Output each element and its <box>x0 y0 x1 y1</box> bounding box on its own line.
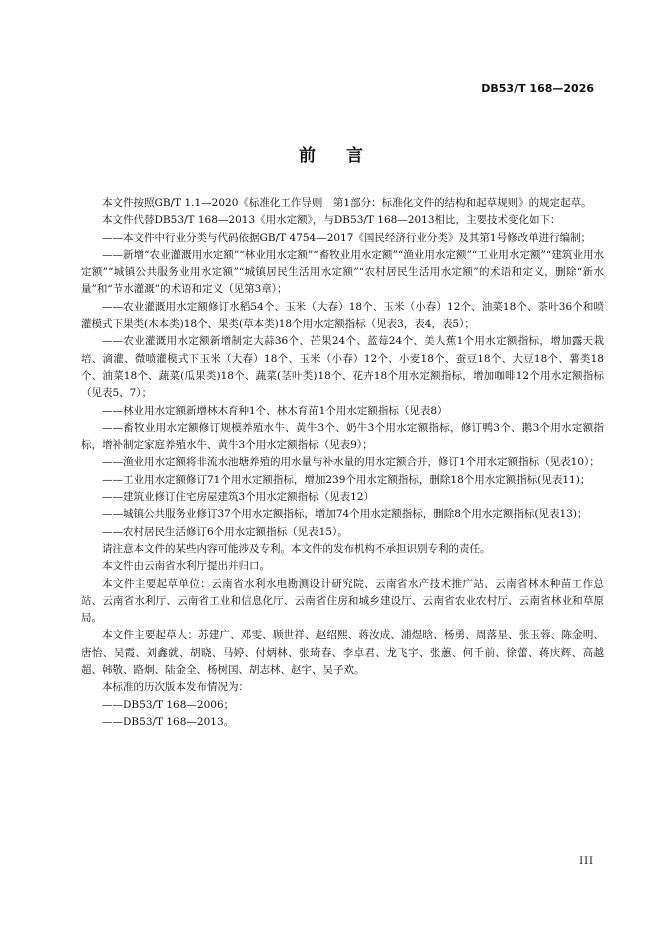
version-history-heading: 本标准的历次版本发布情况为： <box>102 681 249 694</box>
drafters: 本文件主要起草人：苏建广、邓雯、顾世祥、赵绍熙、蒋汝成、浦煜晗、杨勇、周落星、张玉蓉、陈金明、唐怡、吴霞、刘鑫就、胡晓、马婷、付炳林、张琦春、李卓君、龙飞宇、张蕙、何千前、徐蕾、蒋庆辉、高越超、韩敬、路炯、陆金全、杨树国、胡志林、赵宇、吴子欢。 <box>81 629 604 677</box>
preface-paragraph: 本文件代替DB53/T 168—2013《用水定额》，与DB53/T 168—2013相比，主要技术变化如下： <box>102 214 561 227</box>
change-item: ——畜牧业用水定额修订规模养殖水牛、黄牛3个、奶牛3个用水定额指标，修订鸭3个、鹅3个用水定额指标，增补制定家庭养殖水牛、黄牛3个用水定额指标（见表9）； <box>81 421 604 452</box>
change-item: ——新增“农业灌溉用水定额”“林业用水定额”“畜牧业用水定额”“渔业用水定额”“工业用水定额”“建筑业用水定额”“城镇公共服务业用水定额”“城镇居民生活用水定额”“农村居民生活用水定额”的术语和定义，删除“新水量”和“节水灌溉”的术语和定义（见第3章）； <box>81 248 604 296</box>
document-code: DB53/T 168—2026 <box>481 82 594 95</box>
change-item: ——城镇公共服务业修订37个用水定额指标，增加74个用水定额指标，删除8个用水定额指标(见表13)； <box>102 508 588 521</box>
change-item: ——林业用水定额新增林木育种1个、林木育苗1个用水定额指标（见表8） <box>102 404 448 417</box>
proposer-statement: 本文件由云南省水利厅提出并归口。 <box>102 560 270 573</box>
change-item: ——渔业用水定额将非流水池塘养殖的用水量与补水量的用水定额合并，修订1个用水定额指标（见表10）； <box>102 456 600 469</box>
change-item: ——农村居民生活修订6个用水定额指标（见表15）。 <box>102 525 348 538</box>
drafting-units: 本文件主要起草单位：云南省水利水电勘测设计研究院、云南省水产技术推广站、云南省林木种苗工作总站、云南省水利厅、云南省工业和信息化厅、云南省住房和城乡建设厅、云南省农业农村厅、云南省林业和草原局。 <box>81 577 604 625</box>
change-item: ——本文件中行业分类与代码依据GB/T 4754—2017《国民经济行业分类》及其第1号修改单进行编制； <box>102 231 592 244</box>
preface-paragraph: 本文件按照GB/T 1.1—2020《标准化工作导则 第1部分：标准化文件的结构和起草规则》的规定起草。 <box>102 197 592 209</box>
change-item: ——农业灌溉用水定额修订水稻54个、玉米（大春）18个、玉米（小春）12个、油菜18个、茶叶36个和喷灌模式下果类(木本类)18个、果类(草本类)18个用水定额指标（见表3，表4，表5）； <box>81 300 604 331</box>
patent-notice: 请注意本文件的某些内容可能涉及专利。本文件的发布机构不承担识别专利的责任。 <box>102 542 491 555</box>
version-history-item: ——DB53/T 168—2013。 <box>102 715 235 728</box>
version-history-item: ——DB53/T 168—2006； <box>102 698 235 711</box>
page-number: III <box>579 856 594 867</box>
preface-body <box>81 195 604 731</box>
change-item: ——农业灌溉用水定额新增制定大蒜36个、芒果24个、蓝莓24个、美人蕉1个用水定额指标，增加露天栽培、滴灌、微喷灌模式下玉米（大春）18个、玉米（小春）12个、小麦18个、蚕豆18个、大豆18个、薯类18个、油菜18个、蔬菜(瓜果类)18个、蔬菜(茎叶类)18个、花卉18个用水定额指标，增加咖啡12个用水定额指标（见表5、7）； <box>81 335 604 400</box>
change-item: ——工业用水定额修订71个用水定额指标，增加239个用水定额指标，删除18个用水定额指标(见表11)； <box>102 473 591 486</box>
page-title: 前言 <box>299 146 393 166</box>
change-item: ——建筑业修订住宅房屋建筑3个用水定额指标（见表12） <box>102 491 375 504</box>
